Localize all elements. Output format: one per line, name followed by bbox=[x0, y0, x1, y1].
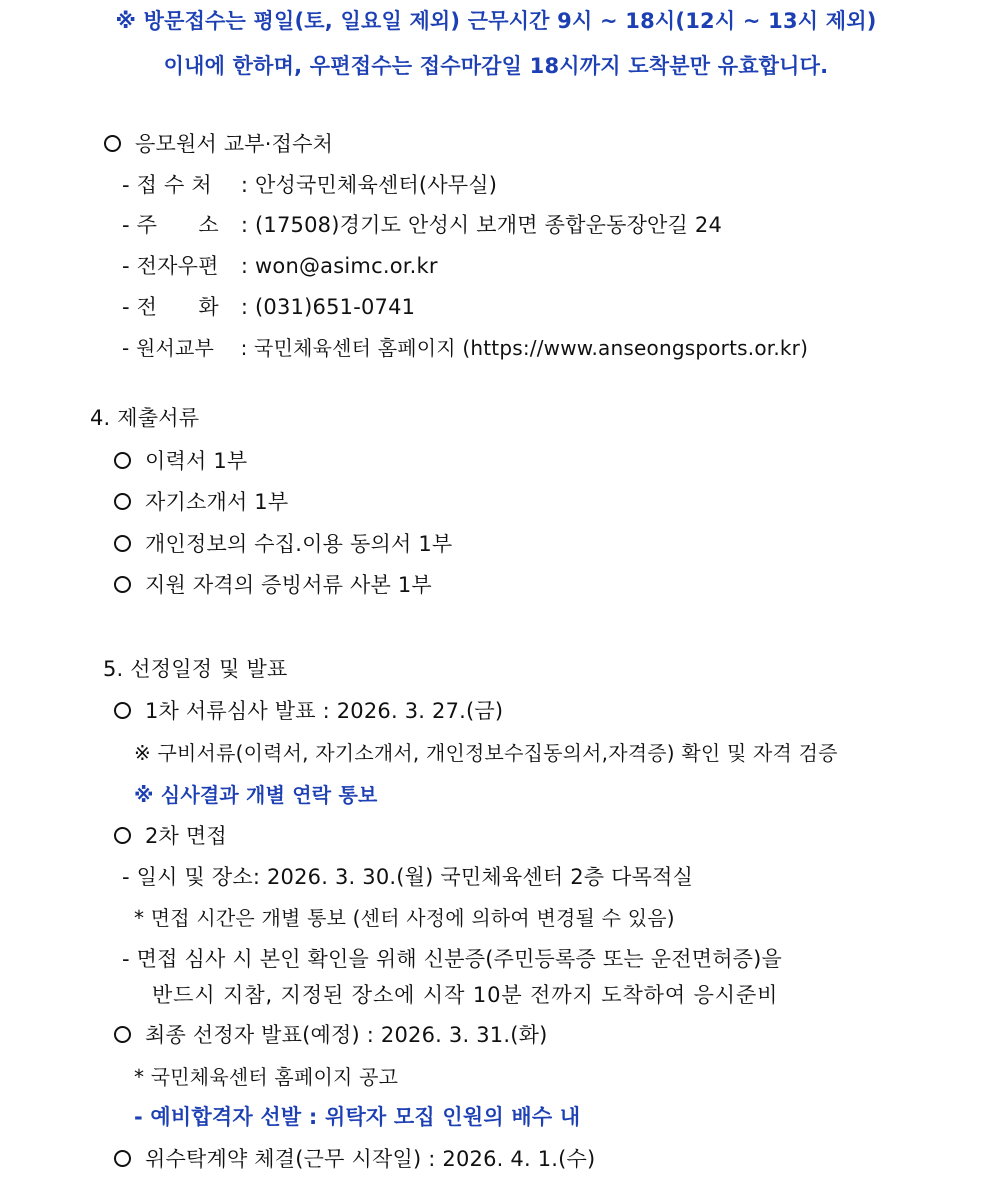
schedule-first: 1차 서류심사 발표 : 2026. 3. 27.(금) bbox=[114, 698, 503, 724]
notice-line-2: 이내에 한하며, 우편접수는 접수마감일 18시까지 도착분만 유효합니다. bbox=[163, 54, 829, 78]
circle-bullet-icon bbox=[114, 493, 131, 510]
document-item: 이력서 1부 bbox=[114, 448, 247, 474]
schedule-second-id-line-1: - 면접 심사 시 본인 확인을 위해 신분증(주민등록증 또는 운전면허증)을 bbox=[122, 947, 783, 971]
application-item-address: - 주 소 : (17508)경기도 안성시 보개면 종합운동장안길 24 bbox=[122, 213, 723, 237]
schedule-second-date: - 일시 및 장소: 2026. 3. 30.(월) 국민체육센터 2층 다목적실 bbox=[122, 865, 694, 889]
schedule-first-note: ※ 구비서류(이력서, 자기소개서, 개인정보수집동의서,자격증) 확인 및 자격 검증 bbox=[134, 741, 838, 765]
application-item-email: - 전자우편 : won@asimc.or.kr bbox=[122, 254, 438, 278]
circle-bullet-icon bbox=[114, 1026, 131, 1043]
documents-heading: 4. 제출서류 bbox=[90, 406, 200, 430]
application-item-phone: - 전 화 : (031)651-0741 bbox=[122, 295, 416, 319]
schedule-second-id-line-2: 반드시 지참, 지정된 장소에 시작 10분 전까지 도착하여 응시준비 bbox=[152, 983, 779, 1007]
document-item: 개인정보의 수집.이용 동의서 1부 bbox=[114, 531, 452, 557]
circle-bullet-icon bbox=[104, 135, 121, 152]
schedule-final: 최종 선정자 발표(예정) : 2026. 3. 31.(화) bbox=[114, 1022, 548, 1048]
circle-bullet-icon bbox=[114, 452, 131, 469]
schedule-final-note: * 국민체육센터 홈페이지 공고 bbox=[134, 1065, 399, 1089]
schedule-final-reserve: - 예비합격자 선발 : 위탁자 모집 인원의 배수 내 bbox=[134, 1105, 581, 1129]
schedule-first-note-blue: ※ 심사결과 개별 연락 통보 bbox=[134, 783, 378, 807]
notice-line-1: ※ 방문접수는 평일(토, 일요일 제외) 근무시간 9시 ~ 18시(12시 ~ 13시 제외) bbox=[115, 9, 877, 33]
document-item: 지원 자격의 증빙서류 사본 1부 bbox=[114, 572, 432, 598]
schedule-heading: 5. 선정일정 및 발표 bbox=[103, 657, 288, 681]
application-item-form: - 원서교부 : 국민체육센터 홈페이지 (https://www.anseongsports.or.kr) bbox=[122, 336, 809, 360]
circle-bullet-icon bbox=[114, 827, 131, 844]
document-item: 자기소개서 1부 bbox=[114, 489, 288, 515]
circle-bullet-icon bbox=[114, 1150, 131, 1167]
application-item-office: - 접 수 처 : 안성국민체육센터(사무실) bbox=[122, 173, 498, 197]
schedule-second-time-note: * 면접 시간은 개별 통보 (센터 사정에 의하여 변경될 수 있음) bbox=[134, 906, 675, 930]
circle-bullet-icon bbox=[114, 535, 131, 552]
circle-bullet-icon bbox=[114, 576, 131, 593]
application-heading: 응모원서 교부·접수처 bbox=[104, 131, 333, 157]
schedule-contract: 위수탁계약 체결(근무 시작일) : 2026. 4. 1.(수) bbox=[114, 1146, 595, 1172]
schedule-second: 2차 면접 bbox=[114, 823, 227, 849]
circle-bullet-icon bbox=[114, 702, 131, 719]
